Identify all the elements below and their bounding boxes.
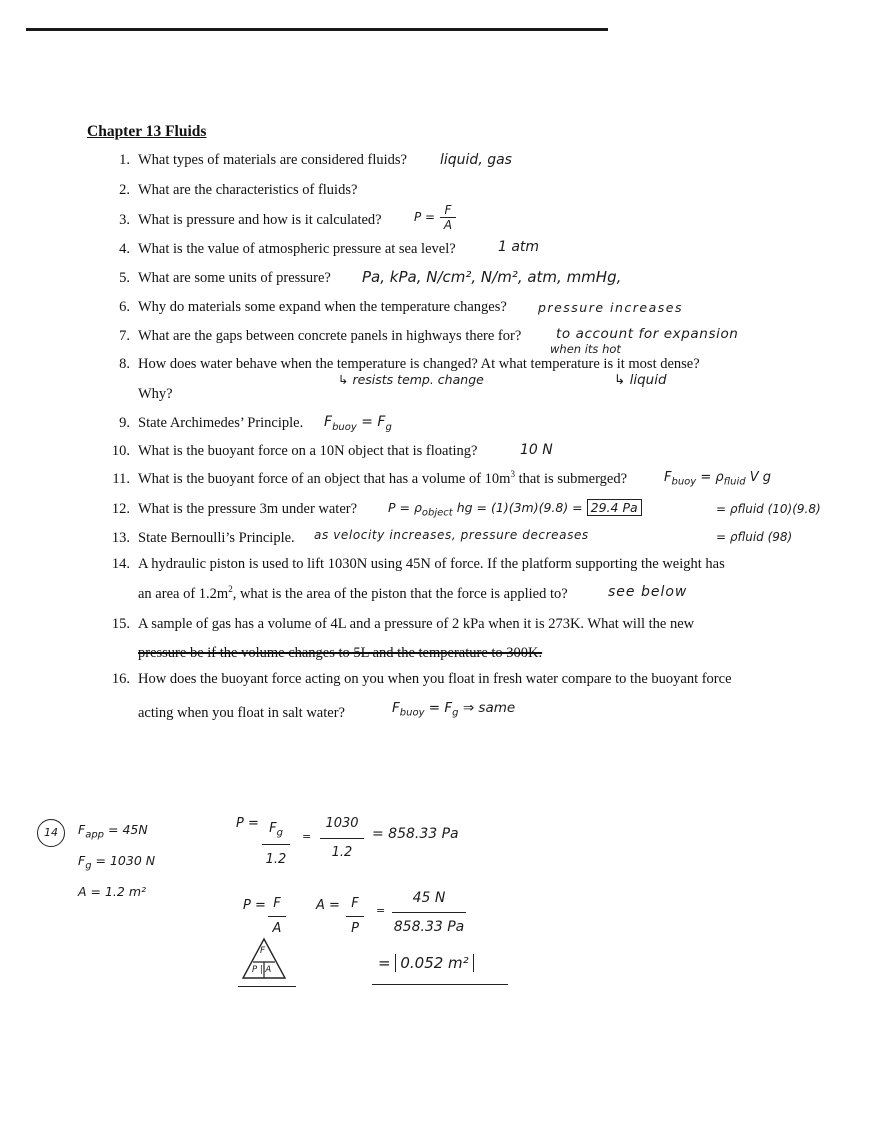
question-8-line2: Why? — [138, 386, 173, 402]
work-p2-fraction: $\frac{F}{A}$ — [268, 892, 286, 941]
answer-8-left: ↳ resists temp. change — [338, 372, 484, 387]
question-text: What are some units of pressure? — [138, 270, 331, 286]
question-text: What are the gaps between concrete panels in highways there for? — [138, 328, 522, 344]
work-f-app: $F_{app} = 45N$ — [78, 822, 148, 841]
question-number: 9. — [119, 415, 130, 431]
work-a-fraction: $\frac{F}{P}$ — [346, 892, 364, 941]
question-16-line2: acting when you float in salt water? — [138, 705, 345, 721]
answer-1: liquid, gas — [440, 152, 512, 168]
answer-5: Pa, kPa, N/cm², N/m², atm, mmHg, — [362, 268, 622, 286]
triangle-top-label: F — [260, 946, 266, 956]
question-number: 11. — [112, 471, 130, 487]
question-number: 8. — [119, 356, 130, 372]
answer-11: $F_{buoy} = \rho_{fluid}$ V g — [664, 470, 771, 488]
question-number: 2. — [119, 182, 130, 198]
question-number: 7. — [119, 328, 130, 344]
work-triangle-underline — [238, 986, 296, 987]
question-text: A hydraulic piston is used to lift 1030N using 45N of force. If the platform supporting the weight has — [138, 556, 725, 572]
question-number: 12. — [111, 501, 130, 517]
answer-13: as velocity increases, pressure decreases — [314, 528, 589, 542]
question-text: A sample of gas has a volume of 4L and a pressure of 2 kPa when it is 273K. What will the new — [138, 616, 695, 632]
work-a-fraction-2: $\frac{45 N}{858.33 Pa}$ — [392, 884, 466, 941]
question-text: State Bernoulli’s Principle. — [138, 530, 295, 546]
question-14-circle: 14 — [37, 819, 65, 847]
question-text: What is the buoyant force of an object that has a volume of $10m^3$ that is submerged? — [138, 469, 628, 487]
question-text: How does water behave when the temperature is changed? At what temperature is it most dense? — [138, 356, 700, 372]
question-number: 13. — [111, 530, 130, 546]
answer-3-fraction: $\frac{F}{A}$ — [440, 203, 456, 232]
question-number: 6. — [119, 299, 130, 315]
work-a-label: A = — [316, 898, 340, 913]
answer-12-side-2: = ρfluid (98) — [716, 530, 793, 544]
question-text: What are the characteristics of fluids? — [138, 182, 358, 198]
work-equals-1: = — [302, 830, 312, 843]
question-text: What is the buoyant force on a 10N object that is floating? — [138, 443, 478, 459]
question-text: What is the pressure 3m under water? — [138, 501, 358, 517]
answer-14: see below — [608, 584, 688, 600]
work-p-result: = 858.33 Pa — [372, 826, 459, 842]
work-p2-label: P = — [243, 898, 266, 913]
answer-4: 1 atm — [498, 239, 540, 255]
work-p-fraction-2: $\frac{1030}{1.2}$ — [320, 810, 364, 867]
answer-12: $P = \rho_{object}$ hg = (1)(3m)(9.8) = 29.4 Pa — [388, 500, 642, 515]
question-number: 10. — [111, 443, 130, 459]
question-number: 1. — [119, 152, 130, 168]
question-text: What types of materials are considered fluids? — [138, 152, 407, 168]
question-number: 15. — [111, 616, 130, 632]
question-number: 3. — [119, 212, 130, 228]
answer-6: pressure increases — [538, 300, 683, 315]
question-number: 16. — [111, 671, 130, 687]
formula-triangle-icon — [240, 936, 288, 982]
question-number: 4. — [119, 241, 130, 257]
work-f-g: $F_g = 1030$ N — [78, 853, 156, 872]
triangle-bottom-label: P | A — [252, 965, 272, 975]
chapter-title: Chapter 13 Fluids — [87, 123, 207, 140]
answer-7: to account for expansion — [556, 326, 739, 342]
work-p-fraction: $\frac{F_g}{1.2}$ — [262, 814, 290, 875]
answer-8-note: when its hot — [550, 342, 621, 356]
answer-8-right: ↳ liquid — [614, 372, 667, 388]
question-15-line2: pressure be if the volume changes to 5L and the temperature to 300K. — [138, 645, 543, 661]
question-text: What is the value of atmospheric pressure at sea level? — [138, 241, 456, 257]
answer-3-lhs: P = — [414, 210, 436, 224]
question-text: Why do materials some expand when the temperature changes? — [138, 299, 507, 315]
answer-9: $F_{buoy} = F_g$ — [324, 414, 392, 433]
question-number: 14. — [111, 556, 130, 572]
work-final: = 0.052 m² — [378, 954, 474, 972]
question-text: What is pressure and how is it calculated? — [138, 212, 382, 228]
answer-16: $F_{buoy} = F_g$ ⇒ same — [392, 700, 516, 719]
question-text: State Archimedes’ Principle. — [138, 415, 304, 431]
work-final-underline — [372, 984, 508, 985]
top-rule — [26, 28, 608, 31]
answer-10: 10 N — [520, 442, 553, 458]
question-14-line2: an area of $1.2m^2$, what is the area of the piston that the force is applied to? — [138, 584, 568, 602]
work-area: A = 1.2 m² — [78, 884, 147, 899]
work-p-label: P = — [236, 816, 259, 831]
answer-12-side-1: = ρfluid (10)(9.8) — [716, 502, 821, 516]
question-number: 5. — [119, 270, 130, 286]
question-text: How does the buoyant force acting on you when you float in fresh water compare to the buoyant force — [138, 671, 732, 687]
work-equals-2: = — [376, 904, 386, 917]
